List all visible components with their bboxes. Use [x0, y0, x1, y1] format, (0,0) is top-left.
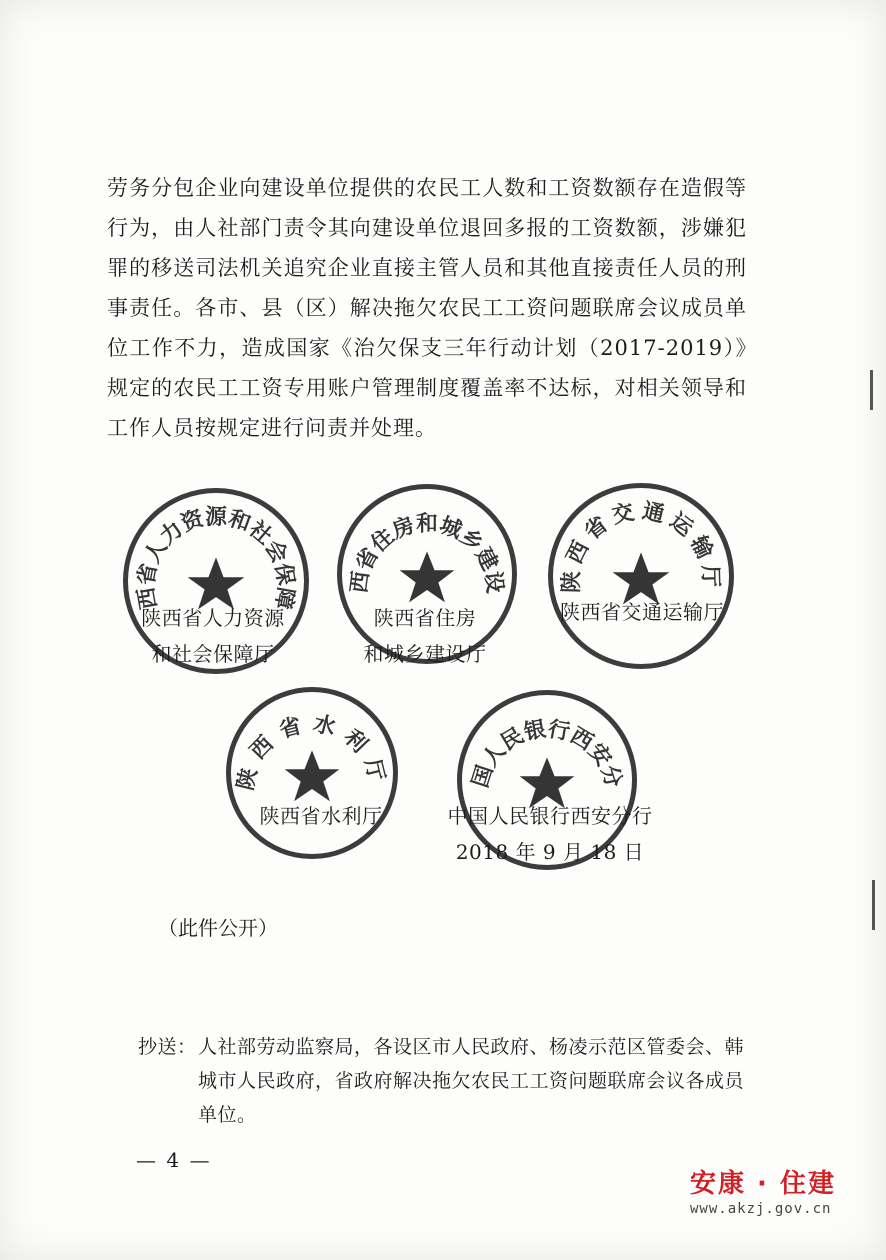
water-signer [246, 798, 396, 834]
hrss-signer-line1: 陕西省人力资源 [141, 606, 285, 630]
hrss-signer-line2: 和社会保障厅 [151, 642, 275, 666]
transport-signer-text: 陕西省交通运输厅 [560, 600, 724, 624]
housing-signer [345, 600, 505, 672]
watermark-title: 安康 · 住建 [690, 1169, 836, 1199]
pboc-signer [430, 798, 670, 870]
housing-signer-line1: 陕西省住房 [373, 606, 477, 630]
transport-signer [550, 594, 734, 630]
cc-recipients: 人社部劳动监察局，各设区市人民政府、杨凌示范区管委会、韩城市人民政府，省政府解决拖欠农民工工资问题联席会议各成员单位。 [198, 1036, 745, 1126]
water-seal-arc-text: 陕西省水利厅 [233, 711, 391, 793]
body-paragraph: 劳务分包企业向建设单位提供的农民工人数和工资数额存在造假等行为，由人社部门责令其向建设单位退回多报的工资数额，涉嫌犯罪的移送司法机关追究企业直接主管人员和其他直接责任人员的刑事责任。各市、县（区）解决拖欠农民工工资问题联席会议成员单位工作不力，造成国家《治欠保支三年行动计划（2017-2019）》规定的农民工工资专用账户管理制度覆盖率不达标，对相关领导和工作人员按规定进行问责并处理。 [107, 176, 747, 440]
scan-edge-mark [870, 370, 873, 410]
hrss-seal-arc-text: 陕西省人力资源和社会保障厅 [117, 474, 299, 612]
issue-date: 2018 年 9 月 18 日 [455, 840, 645, 864]
pboc-seal-arc-text: 中国人民银行西安分行 [451, 676, 626, 791]
housing-signer-line2: 和城乡建设厅 [363, 642, 487, 666]
scan-edge-mark [872, 880, 875, 930]
water-signer-text: 陕西省水利厅 [259, 804, 383, 828]
public-note: （此件公开） [158, 916, 278, 940]
page-number: — 4 — [136, 1148, 212, 1172]
cc-label: 抄送： [138, 1036, 197, 1058]
transport-seal-arc-text: 陕西省交通运输厅 [559, 498, 723, 594]
watermark-url: www.akzj.gov.cn [690, 1201, 832, 1217]
housing-seal-arc-text: 陕西省住房和城乡建设厅 [331, 470, 508, 595]
hrss-signer [128, 600, 298, 672]
transport-seal-graphic [553, 488, 729, 664]
pboc-signer-text: 中国人民银行西安分行 [447, 804, 653, 828]
cc-section [138, 1030, 763, 1132]
transport-seal [548, 483, 734, 669]
star-icon [285, 750, 340, 801]
star-icon [400, 551, 455, 602]
